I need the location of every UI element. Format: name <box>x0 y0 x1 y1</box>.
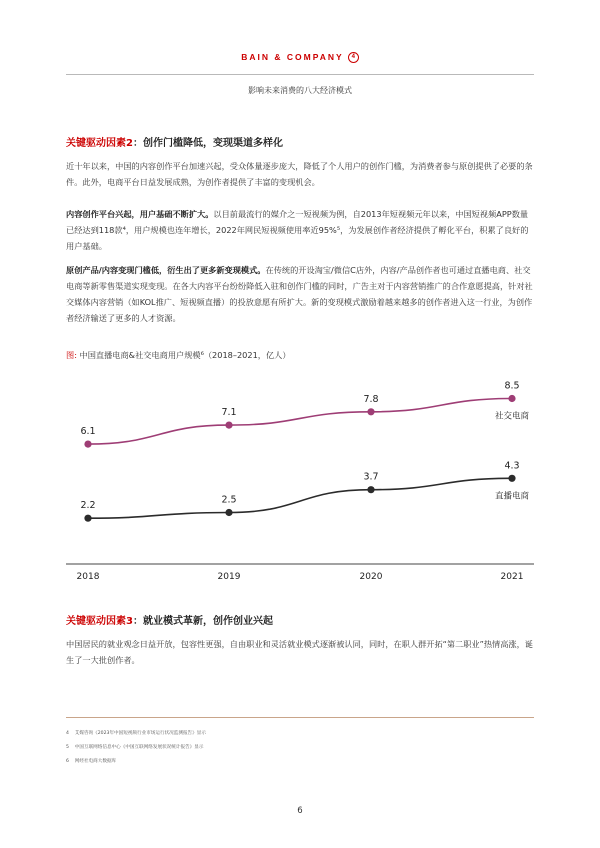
chart-title-prefix: 图: <box>66 350 77 360</box>
chart-title-text: 中国直播电商&社交电商用户规模⁶（2018–2021，亿人） <box>76 350 291 360</box>
series-line <box>88 399 512 445</box>
series-label: 直播电商 <box>494 491 530 502</box>
footnote-text: 网经社电商大数据库 <box>74 759 117 764</box>
footnote-text: 艾媒咨询《2023年中国短视频行业市场运行状况监测报告》显示 <box>74 731 206 736</box>
footnote-number: 6 <box>66 759 69 764</box>
data-point <box>508 475 515 482</box>
data-point <box>508 395 515 402</box>
line-chart <box>0 360 600 585</box>
footnote-6 <box>66 758 116 764</box>
section-heading-2-title: ：就业模式革新，创作创业兴起 <box>132 616 273 627</box>
data-point <box>225 509 232 516</box>
section-heading-1-title: ：创作门槛降低，变现渠道多样化 <box>132 138 283 149</box>
page-number: 6 <box>297 806 303 816</box>
data-point <box>367 408 374 415</box>
data-label: 7.8 <box>363 393 379 405</box>
series-line <box>88 478 512 518</box>
brand-logo <box>0 52 600 63</box>
data-label: 2.5 <box>221 494 237 506</box>
paragraph-platform-growth <box>66 206 536 254</box>
page-subtitle: 影响未来消费的八大经济模式 <box>248 86 352 95</box>
section-heading-2-label: 关键驱动因素3 <box>66 616 133 627</box>
x-tick-label: 2020 <box>359 572 383 582</box>
data-label: 3.7 <box>363 471 379 483</box>
paragraph-intro: 近十年以来，中国的内容创作平台加速兴起，受众体量逐步庞大，降低了个人用户的创作门槛，为消费者参与原创提供了必要的条件。此外，电商平台日益发展成熟，为创作者提供了丰富的变现机会。 <box>66 161 533 187</box>
x-tick-label: 2018 <box>76 572 100 582</box>
data-point <box>84 515 91 522</box>
x-tick-label: 2019 <box>217 572 241 582</box>
paragraph-monetization-lead: 原创产品/内容变现门槛低，衍生出了更多新变现模式。 <box>66 265 266 275</box>
footnote-4 <box>66 730 206 736</box>
section-heading-1 <box>66 134 283 149</box>
brand-mark-icon: 4 <box>348 52 359 63</box>
footnote-text: 中国互联网络信息中心《中国互联网络发展状况统计报告》显示 <box>74 745 204 750</box>
brand-name: BAIN & COMPANY <box>241 52 344 62</box>
data-label: 4.3 <box>504 460 520 472</box>
data-point <box>225 422 232 429</box>
data-label: 8.5 <box>504 380 520 392</box>
series-label: 社交电商 <box>494 411 530 422</box>
data-point <box>367 486 374 493</box>
x-tick-label: 2021 <box>500 572 524 582</box>
header-divider <box>66 74 534 75</box>
paragraph-monetization <box>66 262 536 326</box>
footnote-number: 4 <box>66 731 69 736</box>
data-label: 2.2 <box>80 500 96 512</box>
footnote-number: 5 <box>66 745 69 750</box>
paragraph-platform-growth-body: 以目前最流行的媒介之一短视频为例，自2013年短视频元年以来，中国短视频APP数量已经达到118款⁴，用户规模也连年增长，2022年网民短视频使用率近95%⁵，为发展创作者经济提供了孵化平台，积累了良好的用户基础。 <box>66 209 529 251</box>
footnote-divider <box>66 717 534 718</box>
paragraph-monetization-body: 在传统的开设淘宝/微信C店外，内容/产品创作者也可通过直播电商、社交电商等新零售渠道实现变现。在各大内容平台纷纷降低入驻和创作门槛的同时，广告主对于内容营销推广的合作意愿提高，针对社交媒体内容营销（如KOL推广、短视频直播）的投放意愿有所扩大。新的变现模式激励着越来越多的创作者进入这一行业，为创作者经济输送了更多的人才资源。 <box>66 265 533 323</box>
data-label: 7.1 <box>221 407 237 419</box>
footnote-5 <box>66 744 203 750</box>
paragraph-platform-growth-lead: 内容创作平台兴起，用户基础不断扩大。 <box>66 209 214 219</box>
data-point <box>84 441 91 448</box>
section-heading-1-label: 关键驱动因素2 <box>66 138 133 149</box>
paragraph-employment: 中国居民的就业观念日益开放，包容性更强，自由职业和灵活就业模式逐渐被认同，同时，在职人群开拓“第二职业”热情高涨，诞生了一大批创作者。 <box>66 639 533 665</box>
data-label: 6.1 <box>80 426 96 438</box>
section-heading-2 <box>66 612 273 627</box>
